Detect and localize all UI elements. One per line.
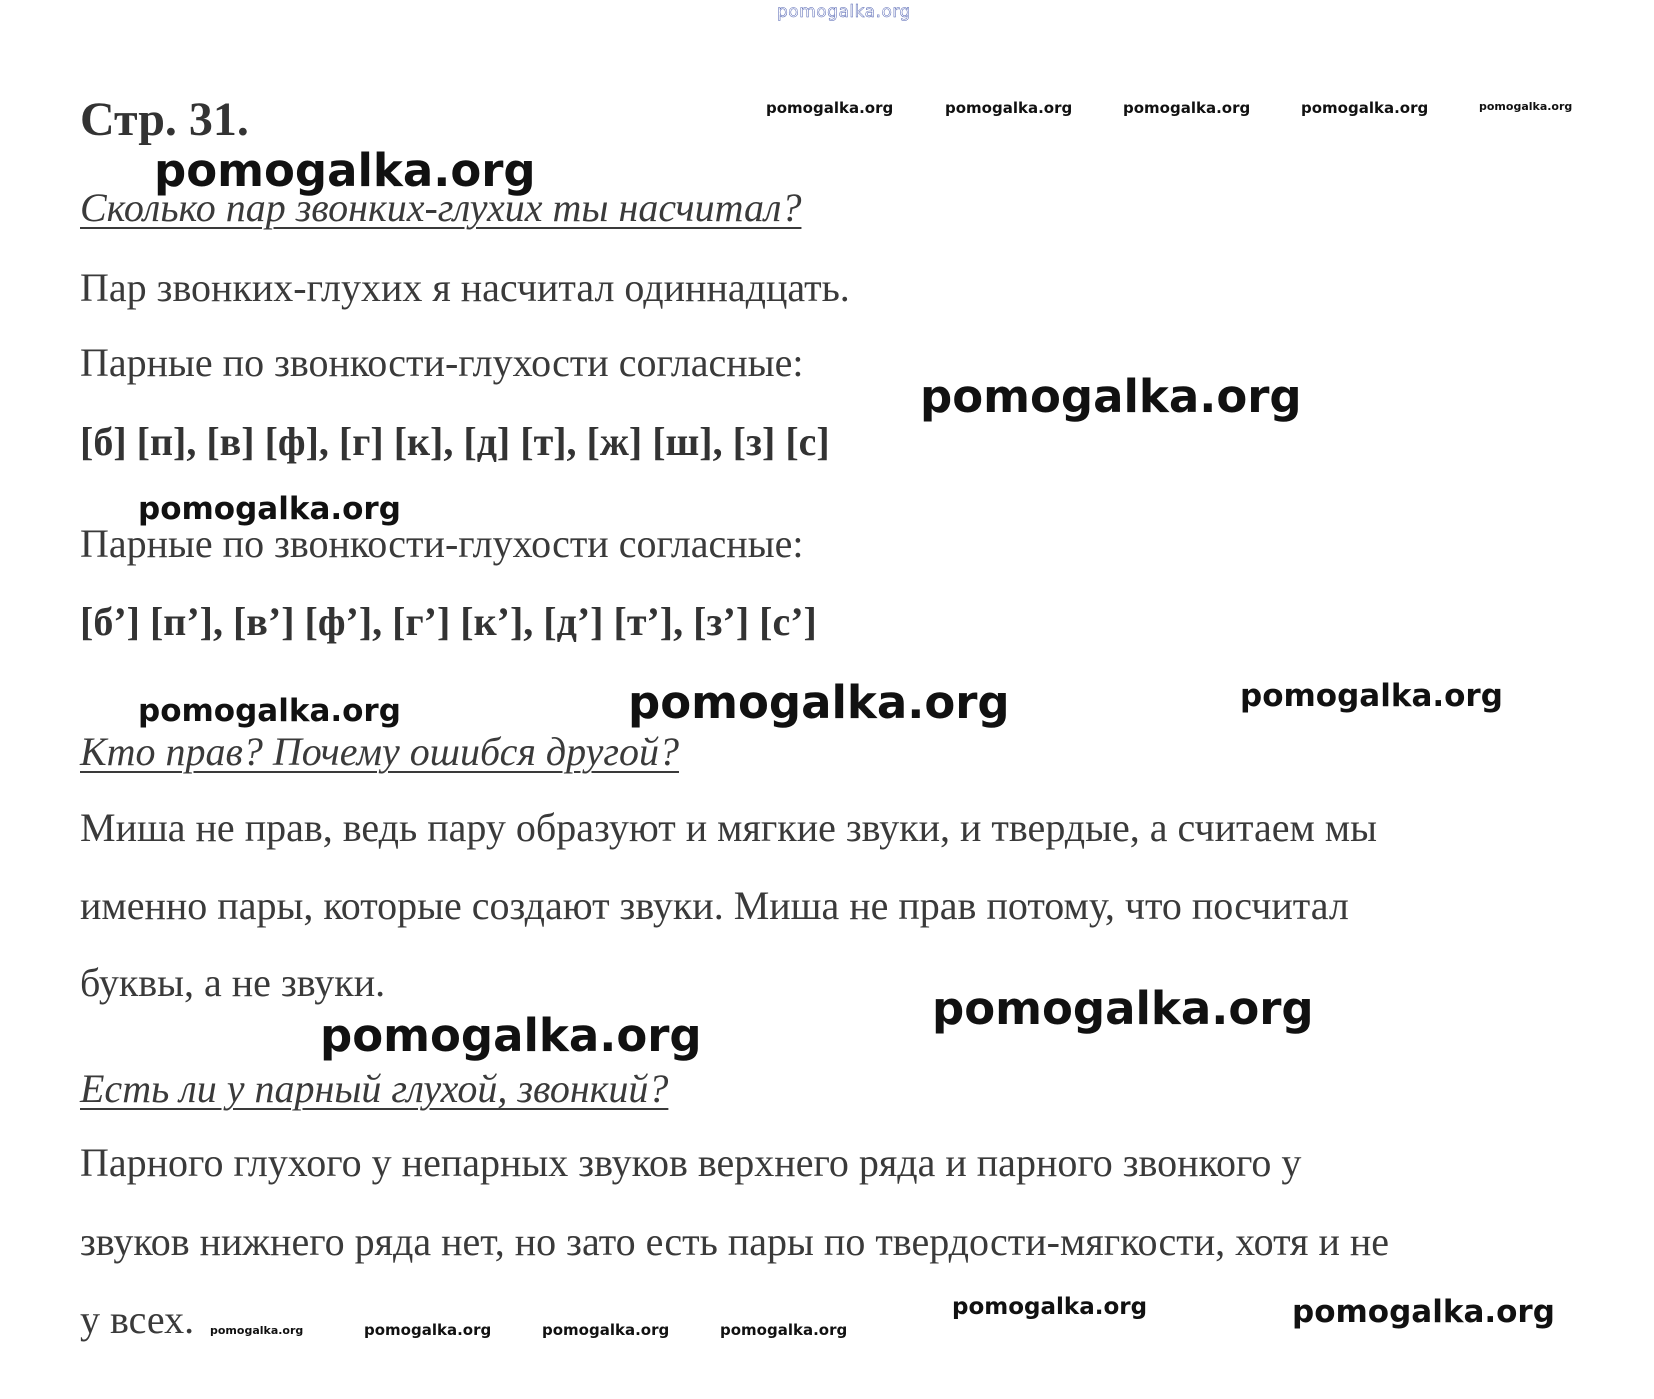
question-1: Сколько пар звонких-глухих ты насчитал? bbox=[80, 185, 802, 230]
answer-3-line-3: у всех. bbox=[80, 1297, 195, 1342]
watermark: pomogalka.org bbox=[945, 99, 1073, 117]
watermark: pomogalka.org bbox=[138, 693, 401, 729]
watermark: pomogalka.org bbox=[210, 1324, 304, 1337]
soft-pairs: [б’] [п’], [в’] [ф’], [г’] [к’], [д’] [т’], [з’] [с’] bbox=[80, 599, 817, 644]
watermark: pomogalka.org bbox=[364, 1321, 492, 1339]
answer-1: Пар звонких-глухих я насчитал одиннадцать. bbox=[80, 265, 850, 310]
watermark: pomogalka.org bbox=[766, 99, 894, 117]
answer-2-line-2: именно пары, которые создают звуки. Миша не прав потому, что посчитал bbox=[80, 883, 1349, 928]
watermark: pomogalka.org bbox=[952, 1294, 1148, 1320]
question-3: Есть ли у парный глухой, звонкий? bbox=[80, 1066, 669, 1111]
watermark: pomogalka.org bbox=[138, 491, 401, 527]
watermark: pomogalka.org bbox=[320, 1009, 702, 1062]
watermark: pomogalka.org bbox=[1123, 99, 1251, 117]
watermark: pomogalka.org bbox=[1301, 99, 1429, 117]
hard-pairs-label: Парные по звонкости-глухости согласные: bbox=[80, 340, 804, 385]
hard-pairs: [б] [п], [в] [ф], [г] [к], [д] [т], [ж] [ш], [з] [с] bbox=[80, 419, 830, 464]
soft-pairs-label: Парные по звонкости-глухости согласные: bbox=[80, 521, 804, 566]
answer-3-line-1: Парного глухого у непарных звуков верхнего ряда и парного звонкого у bbox=[80, 1140, 1302, 1185]
watermark: pomogalka.org bbox=[920, 370, 1302, 423]
page-title: Стр. 31. bbox=[80, 93, 249, 146]
watermark: pomogalka.org bbox=[154, 144, 536, 197]
watermark: pomogalka.org bbox=[628, 676, 1010, 729]
question-2: Кто прав? Почему ошибся другой? bbox=[80, 729, 679, 774]
watermark: pomogalka.org bbox=[720, 1321, 848, 1339]
watermark: pomogalka.org bbox=[1240, 678, 1503, 714]
answer-3-line-2: звуков нижнего ряда нет, но зато есть пары по твердости-мягкости, хотя и не bbox=[80, 1219, 1390, 1264]
answer-2-line-1: Миша не прав, ведь пару образуют и мягкие звуки, и твердые, а считаем мы bbox=[80, 805, 1377, 850]
watermark: pomogalka.org bbox=[542, 1321, 670, 1339]
watermark: pomogalka.org bbox=[1292, 1294, 1555, 1330]
answer-2-line-3: буквы, а не звуки. bbox=[80, 960, 386, 1005]
watermark: pomogalka.org bbox=[932, 982, 1314, 1035]
watermark: pomogalka.org bbox=[1479, 100, 1573, 113]
watermark-top: pomogalka.org bbox=[777, 2, 911, 22]
